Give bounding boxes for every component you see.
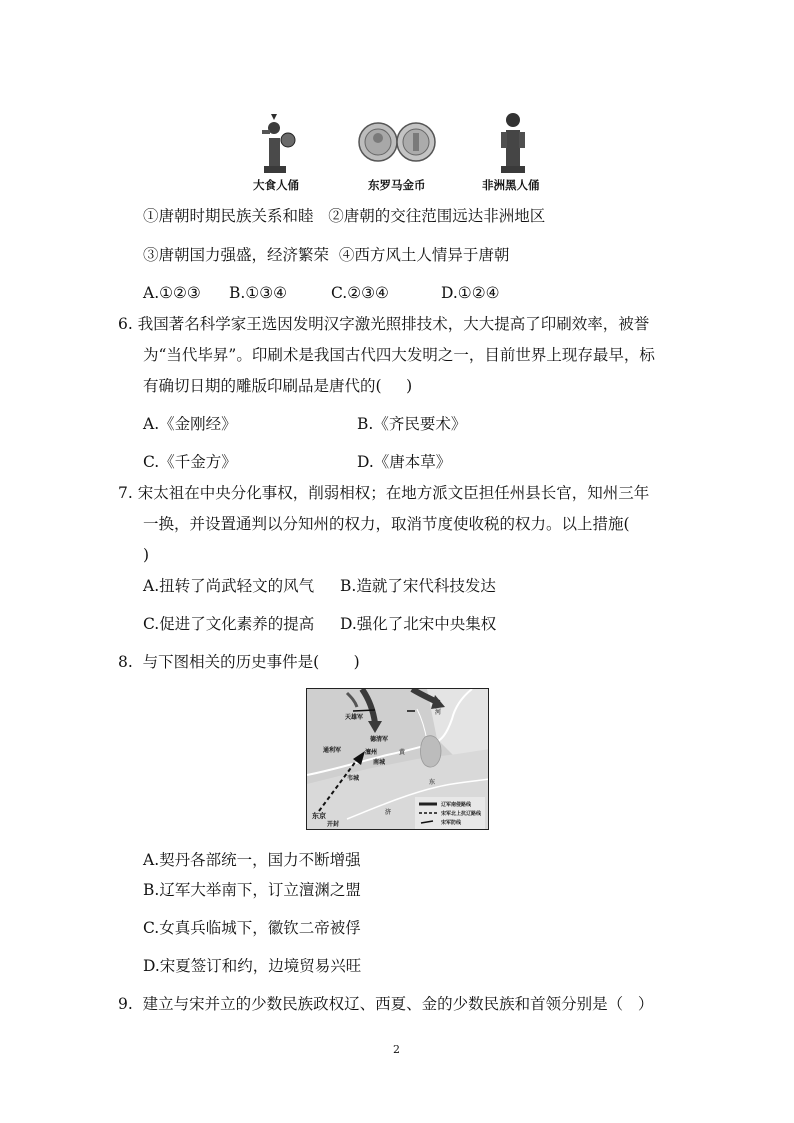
q8-stem: 8. 与下图相关的历史事件是( ) — [118, 653, 360, 671]
q6-option-b[interactable]: B.《齐民要术》 — [357, 415, 467, 433]
q7-option-d[interactable]: D.强化了北宋中央集权 — [340, 615, 497, 633]
map-legend-song-defence: 宋军防线 — [441, 820, 462, 826]
q7-stem-line-1: 7. 宋太祖在中央分化事权，削弱相权；在地方派文臣担任州县长官，知州三年 — [118, 484, 650, 502]
q7-option-c[interactable]: C.促进了文化素养的提高 — [143, 615, 315, 633]
map-label-river-1: 黄 — [399, 749, 406, 756]
q7-option-a[interactable]: A.扭转了尚武轻文的风气 — [143, 577, 315, 595]
q7-stem-line-3: ) — [143, 546, 150, 564]
q5-option-c[interactable]: C.②③④ — [331, 284, 389, 302]
byzantine-coins-image — [358, 120, 436, 164]
q5-statement-line-2: ③唐朝国力强盛，经济繁荣 ④西方风土人情异于唐朝 — [143, 246, 510, 264]
q8-option-d[interactable]: D.宋夏签订和约，边境贸易兴旺 — [143, 957, 362, 975]
page-number: 2 — [393, 1043, 400, 1056]
map-label-dongjing: 东京 — [312, 811, 326, 820]
q5-option-b[interactable]: B.①③④ — [229, 284, 288, 302]
map-label-deqing: 德清军 — [370, 736, 389, 743]
figure-caption-african: 非洲黑人俑 — [482, 178, 540, 192]
q6-stem-line-1: 6. 我国著名科学家王选因发明汉字激光照排技术，大大提高了印刷效率，被誉 — [118, 315, 650, 333]
map-label-tianjun: 天雄军 — [345, 714, 364, 721]
q9-stem: 9. 建立与宋并立的少数民族政权辽、西夏、金的少数民族和首领分别是（ ） — [118, 995, 654, 1013]
map-legend-song-route: 宋军北上抗辽路线 — [441, 811, 482, 817]
map-legend-liao-route: 辽军南侵路线 — [441, 802, 472, 808]
q7-stem-line-2: 一换，并设置通判以分知州的权力，取消节度使收税的权力。以上措施( — [143, 515, 630, 533]
figure-caption-dashi: 大食人俑 — [253, 178, 299, 192]
q6-stem-line-2: 为“当代毕昇”。印刷术是我国古代四大发明之一，目前世界上现存最早，标 — [143, 346, 655, 364]
q5-option-a[interactable]: A.①②③ — [143, 284, 201, 302]
q6-option-d[interactable]: D.《唐本草》 — [357, 453, 452, 471]
map-label-chanzhou: 澶州 — [365, 749, 378, 756]
q8-option-a[interactable]: A.契丹各部统一，国力不断增强 — [143, 851, 361, 869]
q8-option-c[interactable]: C.女真兵临城下，徽钦二帝被俘 — [143, 919, 361, 937]
q6-option-c[interactable]: C.《千金方》 — [143, 453, 237, 471]
q5-option-d[interactable]: D.①②④ — [441, 284, 500, 302]
map-label-weicheng: 韦城 — [347, 775, 360, 782]
map-label-nancheng: 南城 — [373, 759, 386, 766]
map-label-sea: 东 — [429, 779, 436, 786]
map-label-tongli: 通利军 — [323, 747, 342, 754]
map-label-kaifeng: 开封 — [327, 821, 340, 828]
q6-stem-line-3: 有确切日期的雕版印刷品是唐代的( ) — [143, 377, 413, 395]
african-figurine-image — [495, 108, 531, 174]
map-label-river-2: 河 — [435, 709, 442, 716]
figure-caption-coin: 东罗马金币 — [368, 178, 426, 192]
q8-option-b[interactable]: B.辽军大举南下，订立澶渊之盟 — [143, 881, 361, 899]
dashi-figurine-image — [258, 112, 298, 174]
q7-option-b[interactable]: B.造就了宋代科技发达 — [340, 577, 496, 595]
q6-option-a[interactable]: A.《金刚经》 — [143, 415, 237, 433]
map-label-river-3: 济 — [385, 809, 392, 816]
q5-statement-line-1: ①唐朝时期民族关系和睦 ②唐朝的交往范围远达非洲地区 — [143, 207, 546, 225]
chanyuan-campaign-map — [306, 688, 489, 830]
